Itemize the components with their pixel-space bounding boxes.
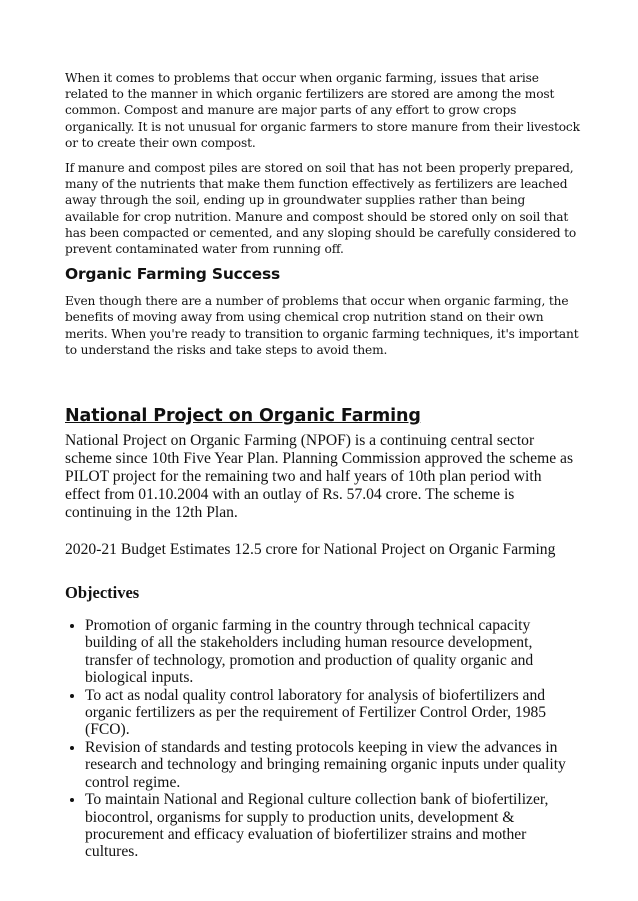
list-item: • Revision of standards and testing protocols keeping in view the advances in research and technology and bringing remaining organic inputs under quality control regime.: [85, 739, 580, 791]
objectives-heading: Objectives: [65, 583, 140, 603]
success-paragraph: Even though there are a number of problems that occur when organic farming, the benefits of moving away from using chemical crop nutrition stand on their own merits. When you're ready to transition to organic farming techniques, it's important to understand the risks and take steps to avoid them.: [65, 294, 579, 357]
npof-heading: National Project on Organic Farming: [65, 406, 421, 427]
objectives-list: [65, 617, 580, 861]
list-item: • To act as nodal quality control laboratory for analysis of biofertilizers and organic fertilizers as per the requirement of Fertilizer Control Order, 1985 (FCO).: [85, 687, 580, 739]
intro-paragraph-2: If manure and compost piles are stored on soil that has not been properly prepared, many of the nutrients that make them function effectively as fertilizers are leached away through the soil, ending up in groundwater supplies rather than being available for crop nutrition. Manure and compost should be stored only on soil that has been compacted or cemented, and any sloping should be carefully considered to prevent contaminated water from running off.: [65, 161, 577, 257]
list-item: • Promotion of organic farming in the country through technical capacity building of all the stakeholders including human resource development, transfer of technology, promotion and production of quality organic and biological inputs.: [85, 617, 580, 687]
intro-paragraph-1: When it comes to problems that occur when organic farming, issues that arise related to the manner in which organic fertilizers are stored are among the most common. Compost and manure are major parts of any effort to grow crops organically. It is not unusual for organic farmers to store manure from their livestock or to create their own compost.: [65, 71, 580, 150]
budget-paragraph: 2020-21 Budget Estimates 12.5 crore for National Project on Organic Farming: [65, 541, 556, 559]
npof-paragraph: National Project on Organic Farming (NPOF) is a continuing central sector scheme since 10th Five Year Plan. Planning Commission approved the scheme as PILOT project for the remaining two and half years of 10th plan period with effect from 01.10.2004 with an outlay of Rs. 57.04 crore. The scheme is continuing in the 12th Plan.: [65, 432, 574, 522]
list-item: • To maintain National and Regional culture collection bank of biofertilizer, biocontrol, organisms for supply to production units, development & procurement and efficacy evaluation of biofertilizer strains and mother cultures.: [85, 791, 580, 861]
document-page: [65, 70, 580, 861]
success-heading: Organic Farming Success: [65, 265, 281, 284]
